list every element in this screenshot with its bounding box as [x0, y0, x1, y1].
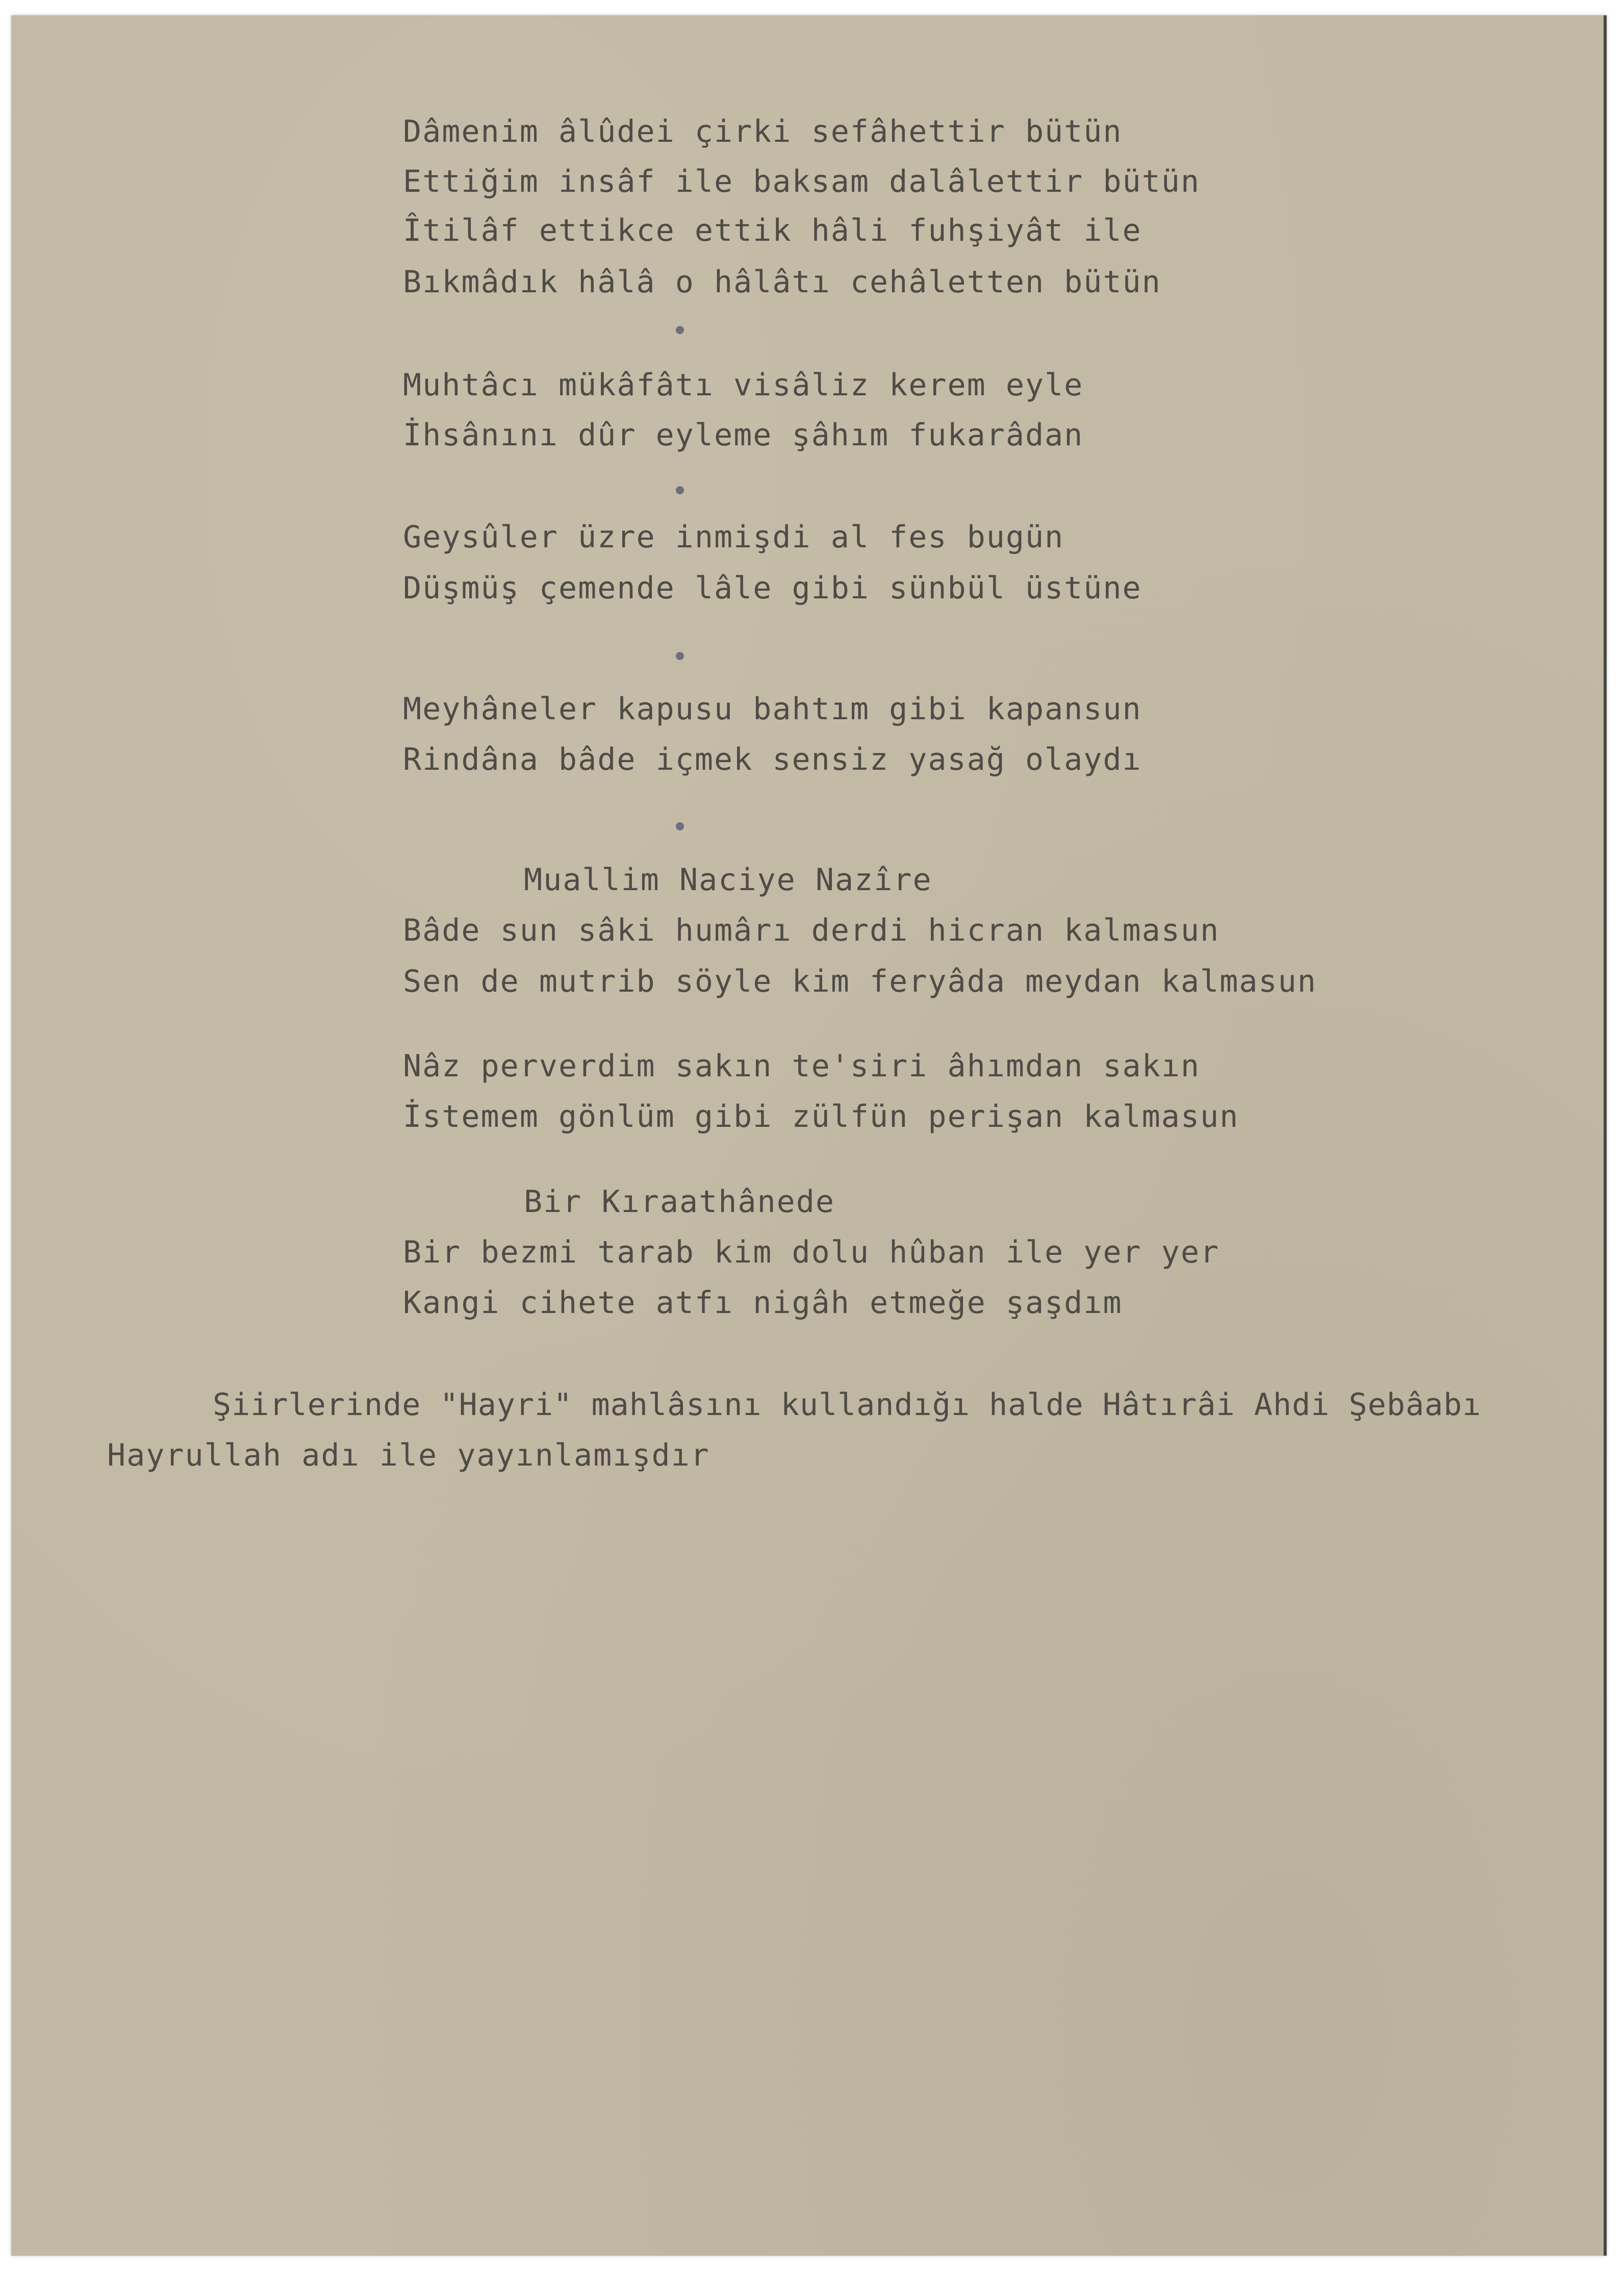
sheet-edge [1604, 15, 1607, 2256]
section-heading: Bir Kıraathânede [524, 1184, 835, 1220]
separator-bullet [676, 652, 684, 660]
poem-line: Bâde sun sâki humârı derdi hicran kalmasun [403, 913, 1220, 948]
poem-line: Muhtâcı mükâfâtı visâliz kerem eyle [403, 367, 1084, 403]
section-heading: Muallim Naciye Nazîre [524, 862, 932, 898]
poem-line: Nâz perverdim sakın te'siri âhımdan sakın [403, 1048, 1201, 1084]
separator-bullet [676, 326, 684, 334]
separator-bullet [676, 822, 684, 830]
poem-line: Meyhâneler kapusu bahtım gibi kapansun [403, 691, 1142, 727]
poem-line: Geysûler üzre inmişdi al fes bugün [403, 519, 1064, 555]
poem-line: İstemem gönlüm gibi zülfün perişan kalmasun [403, 1099, 1239, 1134]
poem-line: Bıkmâdık hâlâ o hâlâtı cehâletten bütün [403, 264, 1161, 300]
paper-sheet [11, 15, 1607, 2256]
poem-line: Rindâna bâde içmek sensiz yasağ olaydı [403, 742, 1142, 777]
poem-line: İhsânını dûr eyleme şâhım fukarâdan [403, 417, 1084, 453]
poem-line: Düşmüş çemende lâle gibi sünbül üstüne [403, 570, 1142, 606]
note-line: Şiirlerinde "Hayri" mahlâsını kullandığı halde Hâtırâi Ahdi Şebâabı [213, 1387, 1482, 1423]
separator-bullet [676, 486, 684, 494]
poem-line: Dâmenim âlûdei çirki sefâhettir bütün [403, 114, 1123, 149]
poem-line: Bir bezmi tarab kim dolu hûban ile yer yer [403, 1234, 1220, 1270]
poem-line: Îtilâf ettikce ettik hâli fuhşiyât ile [403, 213, 1142, 248]
poem-line: Kangi cihete atfı nigâh etmeğe şaşdım [403, 1285, 1123, 1321]
poem-line: Ettiğim insâf ile baksam dalâlettir bütün [403, 164, 1201, 199]
note-line: Hayrullah adı ile yayınlamışdır [107, 1437, 710, 1473]
poem-line: Sen de mutrib söyle kim feryâda meydan kalmasun [403, 964, 1317, 999]
